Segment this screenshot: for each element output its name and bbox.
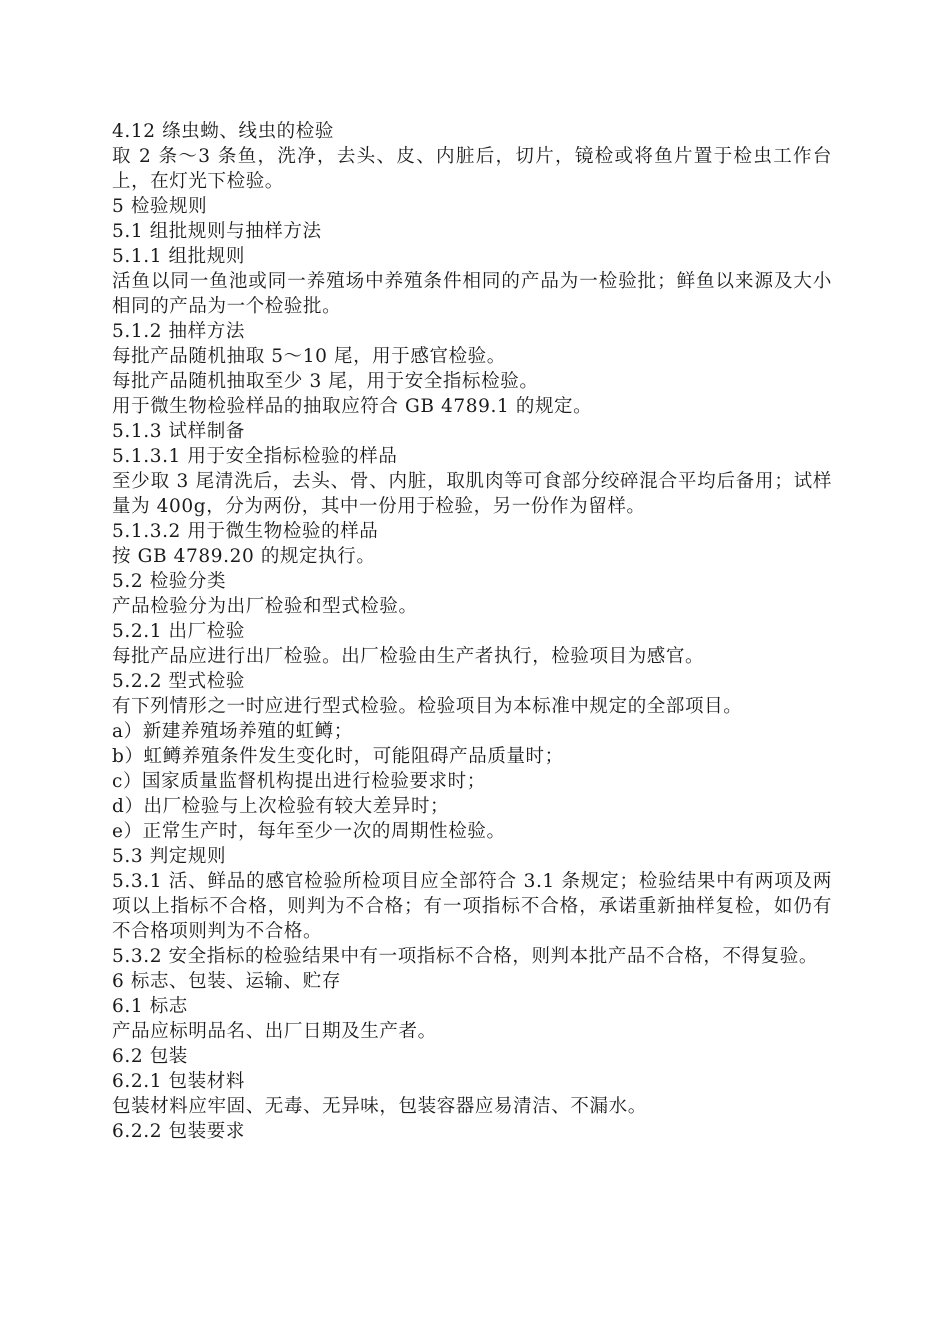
paragraph: 按 GB 4789.20 的规定执行。 bbox=[112, 546, 376, 567]
paragraph: 取 2 条～3 条鱼，洗净，去头、皮、内脏后，切片，镜检或将鱼片置于检虫工作台上，在灯光下检验。 bbox=[112, 146, 832, 192]
paragraph: 包装材料应牢固、无毒、无异味，包装容器应易清洁、不漏水。 bbox=[112, 1096, 647, 1117]
section-heading: 5.1.3 试样制备 bbox=[112, 421, 245, 442]
paragraph: 5.3.2 安全指标的检验结果中有一项指标不合格，则判本批产品不合格，不得复验。 bbox=[112, 946, 818, 967]
section-heading: 5.2 检验分类 bbox=[112, 571, 227, 592]
section-heading: 4.12 绦虫蚴、线虫的检验 bbox=[112, 121, 334, 142]
paragraph: 有下列情形之一时应进行型式检验。检验项目为本标准中规定的全部项目。 bbox=[112, 696, 743, 717]
list-item: b）虹鳟养殖条件发生变化时，可能阻碍产品质量时； bbox=[112, 746, 564, 767]
paragraph: 每批产品随机抽取 5～10 尾，用于感官检验。 bbox=[112, 346, 506, 367]
list-item: a）新建养殖场养殖的虹鳟； bbox=[112, 721, 353, 742]
section-heading: 6.2.2 包装要求 bbox=[112, 1121, 245, 1142]
section-heading: 5.2.1 出厂检验 bbox=[112, 621, 245, 642]
section-heading: 5.1.2 抽样方法 bbox=[112, 321, 245, 342]
paragraph: 每批产品随机抽取至少 3 尾，用于安全指标检验。 bbox=[112, 371, 539, 392]
list-item: e）正常生产时，每年至少一次的周期性检验。 bbox=[112, 821, 506, 842]
section-heading: 6.2 包装 bbox=[112, 1046, 188, 1067]
section-heading: 6 标志、包装、运输、贮存 bbox=[112, 971, 341, 992]
paragraph: 活鱼以同一鱼池或同一养殖场中养殖条件相同的产品为一检验批；鲜鱼以来源及大小相同的产品为一个检验批。 bbox=[112, 271, 832, 317]
section-heading: 5.1.1 组批规则 bbox=[112, 246, 245, 267]
paragraph: 产品应标明品名、出厂日期及生产者。 bbox=[112, 1021, 437, 1042]
paragraph: 至少取 3 尾清洗后，去头、骨、内脏，取肌肉等可食部分绞碎混合平均后备用；试样量为 400g，分为两份，其中一份用于检验，另一份作为留样。 bbox=[112, 471, 832, 517]
paragraph: 产品检验分为出厂检验和型式检验。 bbox=[112, 596, 418, 617]
list-item: d）出厂检验与上次检验有较大差异时； bbox=[112, 796, 450, 817]
paragraph: 每批产品应进行出厂检验。出厂检验由生产者执行，检验项目为感官。 bbox=[112, 646, 705, 667]
list-item: c）国家质量监督机构提出进行检验要求时； bbox=[112, 771, 486, 792]
section-heading: 5.1.3.2 用于微生物检验的样品 bbox=[112, 521, 379, 542]
section-heading: 6.1 标志 bbox=[112, 996, 188, 1017]
paragraph: 5.3.1 活、鲜品的感官检验所检项目应全部符合 3.1 条规定；检验结果中有两项及两项以上指标不合格，则判为不合格；有一项指标不合格，承诺重新抽样复检，如仍有不合格项则判为不合格。 bbox=[112, 871, 832, 942]
document-body bbox=[112, 119, 832, 1144]
paragraph: 用于微生物检验样品的抽取应符合 GB 4789.1 的规定。 bbox=[112, 396, 593, 417]
section-heading: 5 检验规则 bbox=[112, 196, 208, 217]
section-heading: 6.2.1 包装材料 bbox=[112, 1071, 245, 1092]
section-heading: 5.1 组批规则与抽样方法 bbox=[112, 221, 322, 242]
section-heading: 5.3 判定规则 bbox=[112, 846, 227, 867]
section-heading: 5.1.3.1 用于安全指标检验的样品 bbox=[112, 446, 398, 467]
section-heading: 5.2.2 型式检验 bbox=[112, 671, 245, 692]
